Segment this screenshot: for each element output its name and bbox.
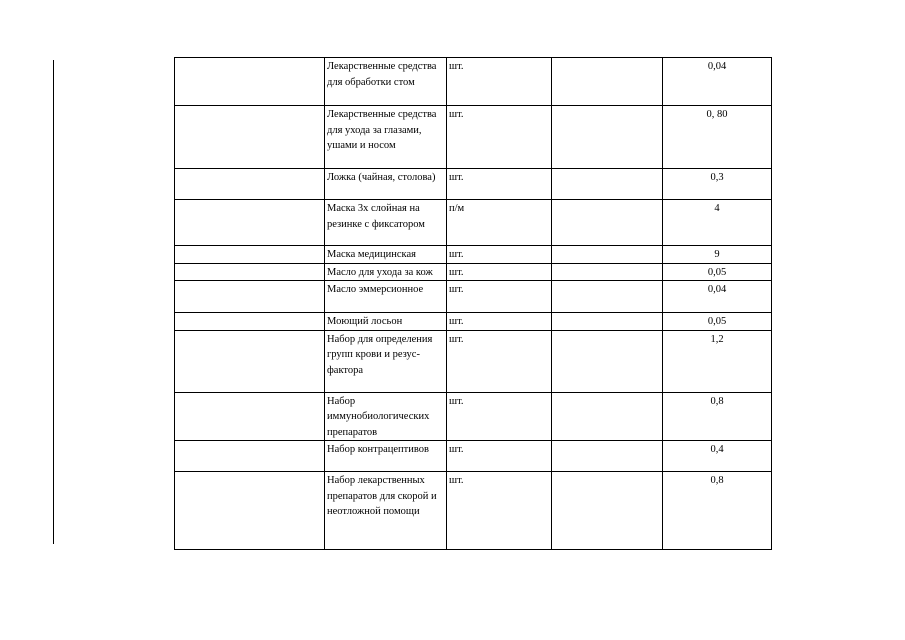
row-number-cell — [175, 246, 325, 264]
item-name: Набор иммунобиологических препаратов — [325, 392, 447, 441]
row-number-cell — [175, 281, 325, 313]
item-name: Набор лекарственных препаратов для скорой и неотложной помощи — [325, 472, 447, 550]
margin-line — [53, 60, 54, 544]
price-cell — [552, 246, 663, 264]
quantity-cell: 0,8 — [663, 392, 772, 441]
price-cell — [552, 200, 663, 246]
unit-cell: шт. — [447, 472, 552, 550]
table-row — [175, 169, 772, 200]
table-row — [175, 313, 772, 331]
row-number-cell — [175, 392, 325, 441]
unit-cell: шт. — [447, 169, 552, 200]
row-number-cell — [175, 441, 325, 472]
item-name: Масло эммерсионное — [325, 281, 447, 313]
price-cell — [552, 472, 663, 550]
quantity-cell: 0,3 — [663, 169, 772, 200]
price-cell — [552, 330, 663, 392]
item-name: Лекарственные средства для ухода за глазами, ушами и носом — [325, 106, 447, 169]
row-number-cell — [175, 330, 325, 392]
row-number-cell — [175, 472, 325, 550]
item-name: Набор контрацептивов — [325, 441, 447, 472]
table-row — [175, 246, 772, 264]
quantity-cell: 0,8 — [663, 472, 772, 550]
table-row — [175, 281, 772, 313]
quantity-cell: 0,4 — [663, 441, 772, 472]
table-row — [175, 106, 772, 169]
table-row — [175, 330, 772, 392]
item-name: Моющий лосьон — [325, 313, 447, 331]
item-name: Маска медицинская — [325, 246, 447, 264]
row-number-cell — [175, 58, 325, 106]
supplies-table — [174, 57, 772, 550]
unit-cell: шт. — [447, 58, 552, 106]
price-cell — [552, 281, 663, 313]
item-name: Набор для определения групп крови и резус-фактора — [325, 330, 447, 392]
quantity-cell: 0,04 — [663, 58, 772, 106]
price-cell — [552, 263, 663, 281]
price-cell — [552, 58, 663, 106]
table-row — [175, 441, 772, 472]
item-name: Ложка (чайная, столова) — [325, 169, 447, 200]
unit-cell: шт. — [447, 330, 552, 392]
price-cell — [552, 106, 663, 169]
quantity-cell: 0,05 — [663, 263, 772, 281]
table-row — [175, 58, 772, 106]
quantity-cell: 1,2 — [663, 330, 772, 392]
unit-cell: шт. — [447, 106, 552, 169]
table-row — [175, 392, 772, 441]
item-name: Маска 3х слойная на резинке с фиксатором — [325, 200, 447, 246]
table-row — [175, 263, 772, 281]
item-name: Масло для ухода за кож — [325, 263, 447, 281]
unit-cell: шт. — [447, 392, 552, 441]
table-row — [175, 200, 772, 246]
row-number-cell — [175, 200, 325, 246]
row-number-cell — [175, 263, 325, 281]
quantity-cell: 0,05 — [663, 313, 772, 331]
unit-cell: шт. — [447, 441, 552, 472]
unit-cell: шт. — [447, 246, 552, 264]
quantity-cell: 0, 80 — [663, 106, 772, 169]
unit-cell: шт. — [447, 263, 552, 281]
unit-cell: п/м — [447, 200, 552, 246]
row-number-cell — [175, 313, 325, 331]
unit-cell: шт. — [447, 281, 552, 313]
quantity-cell: 0,04 — [663, 281, 772, 313]
price-cell — [552, 392, 663, 441]
quantity-cell: 9 — [663, 246, 772, 264]
price-cell — [552, 313, 663, 331]
unit-cell: шт. — [447, 313, 552, 331]
row-number-cell — [175, 169, 325, 200]
price-cell — [552, 441, 663, 472]
quantity-cell: 4 — [663, 200, 772, 246]
row-number-cell — [175, 106, 325, 169]
table-row — [175, 472, 772, 550]
price-cell — [552, 169, 663, 200]
item-name: Лекарственные средства для обработки стом — [325, 58, 447, 106]
